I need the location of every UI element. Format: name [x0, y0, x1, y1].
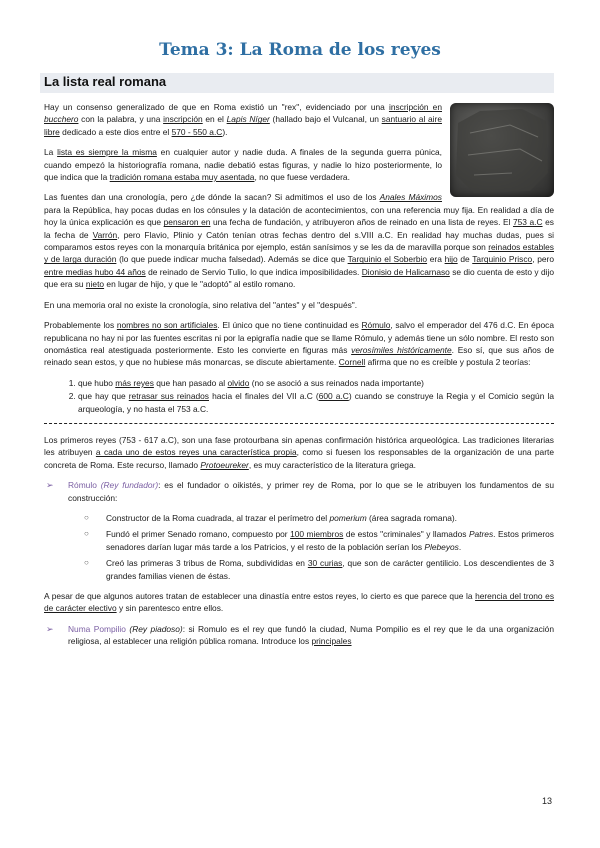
- circle-icon: ○: [84, 512, 89, 522]
- theory-item: 1. que hubo más reyes que han pasado al olvido (no se asoció a sus reinados nada importante): [78, 377, 554, 389]
- lapis-niger-photo: [450, 103, 554, 197]
- ruler-epithet: (Rey piadoso): [129, 623, 183, 634]
- document-body: [44, 101, 554, 656]
- romulo-achievements: [80, 512, 554, 582]
- list-item: ○ Fundó el primer Senado romano, compuesto por 100 miembros de estos "criminales" y llamados Patres. Estos primeros senadores darían lugar más tarde a los Patricios, y el resto de la población serían los Plebeyos.: [80, 528, 554, 553]
- list-item: ○ Creó las primeras 3 tribus de Roma, subdivididas en 30 curias, que son de carácter gentilicio. Los descendientes de 3 grandes familias vienen de éstas.: [80, 557, 554, 582]
- theories-list: [44, 377, 554, 415]
- paragraph-herencia: A pesar de que algunos autores tratan de establecer una dinastía entre estos reyes, lo cierto es que parece que la herencia del trono es de carácter electivo y sin parentesco entre ellos.: [44, 591, 555, 614]
- paragraph-lista: La lista es siempre la misma en cualquier autor y nadie duda. A finales de la segunda guerra púnica, cuando empezó la historiografía romana, nadie debatió estas figuras, y nadie lo hizo posteriormente, lo que indica que la tradición romana estaba muy asentada, no que fuese verdadera.: [44, 147, 442, 183]
- arrowhead-icon: ➢: [46, 623, 54, 634]
- paragraph-memoria-oral: En una memoria oral no existe la cronología, sino relativa del "antes" y el "después".: [44, 299, 358, 310]
- circle-icon: ○: [84, 558, 89, 568]
- paragraph-rex: Hay un consenso generalizado de que en Roma existió un "rex", evidenciado por una inscripción en bucchero con la palabra, y una inscripción en el Lapis Níger (hallado bajo el Vulcanal, un santuario al aire libre dedicado a este dios entre el 570 - 550 a.C).: [44, 102, 442, 137]
- paragraph-nombres: Probablemente los nombres no son artificiales. El único que no tiene continuidad es Rómulo, salvo el emperador del 476 d.C. En época republicana no hay ni por las fuentes escritas ni por la epigrafía nadie que se llame Rómulo, y además tiene un sólo nombre. El resto son onomástica real atestiguada posteriormente. Esto les convierte en figuras más verosímiles históricamente. Eso sí, que sus años de reinado sean estos, y que no hubiese más monarcas, se discute abiertamente. Cornell afirma que no es creíble y postula 2 teorías:: [44, 320, 555, 368]
- section-title: La lista real romana: [44, 74, 167, 89]
- romulo-entry: ➢ Rómulo (Rey fundador): es el fundador o oikistés, y primer rey de Roma, por lo que se le atribuyen los fundamentos de su construcción:: [46, 480, 555, 503]
- ruler-name: Rómulo: [68, 480, 97, 491]
- paragraph-cronologia: Las fuentes dan una cronología, pero ¿de dónde la sacan? Si admitimos el uso de los Anales Máximos para la República, hay pocas dudas en los cónsules y la datación de acontecimientos, con una referencia muy fija. En realidad a día de hoy la única explicación es que pensaron en una fecha de fundación, y atribuyeron años de reinado en una lista de reyes. El 753 a.C es la fecha de Varrón, pero Flavio, Plinio y Catón tenían otras fechas dentro del s.VIII a.C. En realidad hay muchas dudas, pues si comparamos estos reyes con la monarquía británica por ejemplo, están sanísimos y se les da de maravilla porque son reinados estables y de larga duración (lo que puede indicar mucha falsedad). Además se dice que Tarquinio el Soberbio era hijo de Tarquinio Prisco, pero entre medias hubo 44 años de reinado de Servio Tulio, lo que indica imposibilidades. Dionisio de Halicarnaso se dio cuenta de esto y dijo que era su nieto en lugar de hijo, y que le "adoptó" al estilo romano.: [44, 192, 555, 290]
- dashed-divider: [44, 423, 554, 424]
- numa-entry: ➢ Numa Pompilio (Rey piadoso): si Romulo es el rey que fundó la ciudad, Numa Pompilio es el rey que le da una organización religiosa, al establecer una religión pública romana. Introduce los principales: [46, 623, 554, 647]
- arrowhead-icon: ➢: [46, 480, 54, 491]
- paragraph-primeros-reyes: Los primeros reyes (753 - 617 a.C), son una fase protourbana sin apenas confirmación histórica arqueológica. Las tradiciones literarias les atribuyen a cada uno de estos reyes una característica propia, como si fuesen los responsables de la organización de una parte concreta de Roma. Este recurso, llamado Protoeureker, es muy característico de la literatura griega.: [44, 434, 554, 470]
- page-title: Tema 3: La Roma de los reyes: [159, 40, 441, 60]
- list-item: ○ Constructor de la Roma cuadrada, al trazar el perímetro del pomerium (área sagrada romana).: [80, 512, 554, 524]
- circle-icon: ○: [84, 529, 89, 539]
- ruler-name: Numa Pompilio: [68, 623, 126, 634]
- ruler-epithet: (Rey fundador): [100, 480, 159, 491]
- theory-item: 2. que hay que retrasar sus reinados hacia el finales del VII a.C (600 a.C) cuando se construye la Regia y el Comicio según la arqueología, y no hasta el 753 a.C.: [78, 390, 554, 415]
- page-number: 13: [541, 796, 552, 806]
